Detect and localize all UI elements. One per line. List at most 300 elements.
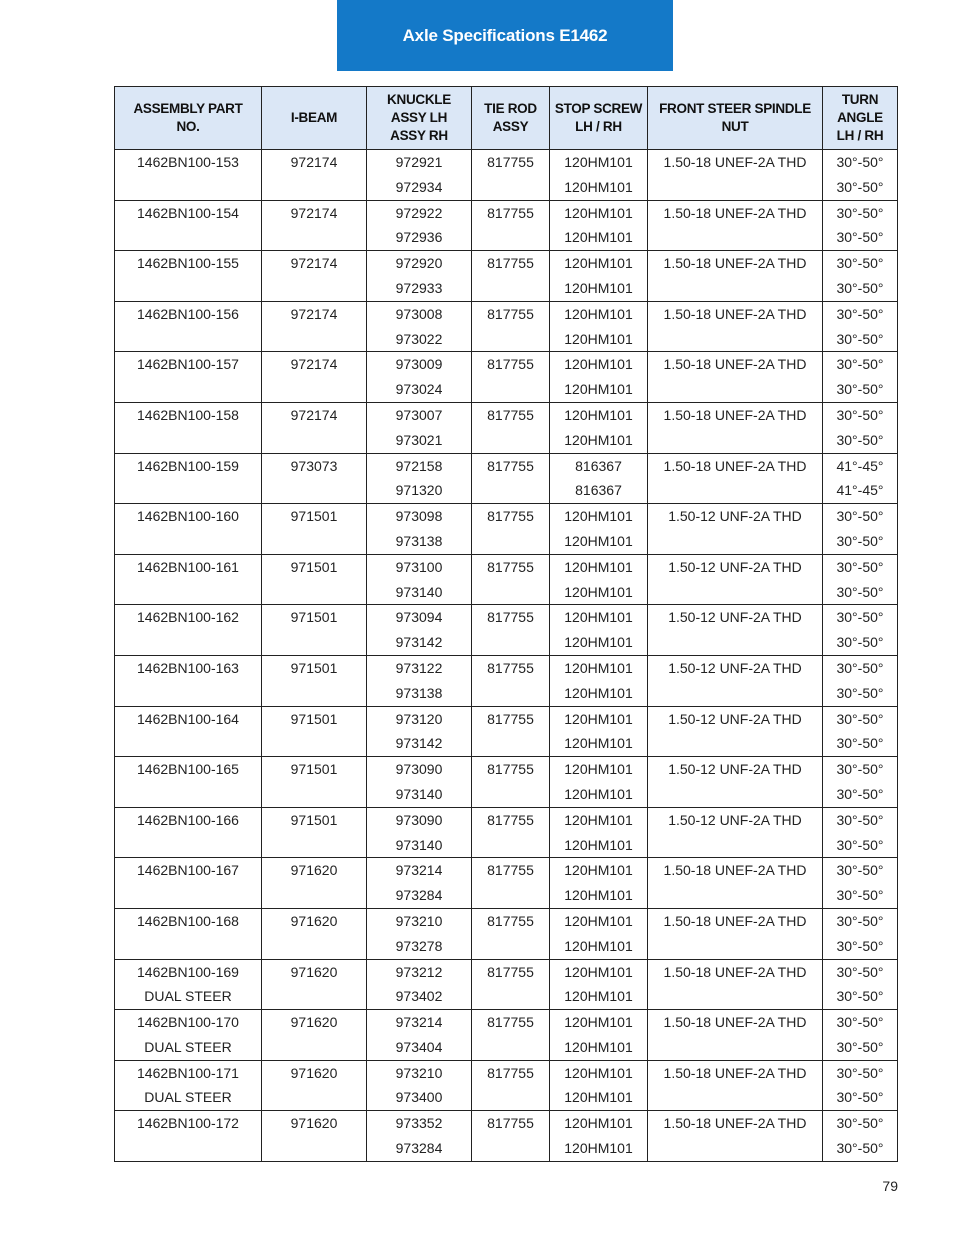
- cell-value: 973073: [290, 457, 338, 474]
- header-knuckle: [367, 87, 472, 150]
- cell-value: 971501: [290, 508, 338, 525]
- cell-tie-rod: [472, 959, 550, 1010]
- cell-tie-rod: [472, 554, 550, 605]
- cell-assembly-part-no: [115, 706, 262, 757]
- header-line: I-BEAM: [290, 110, 338, 125]
- cell-stop-screw: [550, 908, 648, 959]
- cell-line: 1462BN100-165: [137, 761, 239, 778]
- cell-value: 817755: [487, 305, 534, 322]
- cell-value: 971620: [290, 1014, 338, 1031]
- cell-spindle-nut: [648, 1010, 823, 1061]
- cell-value: 1.50-18 UNEF-2A THD: [663, 912, 807, 929]
- cell-line: 973140: [395, 583, 443, 600]
- cell-line: 120HM101: [564, 1140, 633, 1157]
- cell-line: 973352: [395, 1115, 443, 1132]
- cell-line: 120HM101: [564, 154, 633, 170]
- cell-line: 30°-50°: [836, 178, 884, 195]
- cell-value: 971620: [290, 963, 338, 980]
- cell-assembly-part-no: [115, 605, 262, 656]
- cell-line: 973140: [395, 836, 443, 853]
- cell-line: 30°-50°: [836, 583, 884, 600]
- cell-line: 120HM101: [564, 305, 633, 322]
- cell-tie-rod: [472, 200, 550, 251]
- cell-stop-screw: [550, 402, 648, 453]
- cell-i-beam: [262, 1060, 367, 1111]
- cell-line: 816367: [575, 482, 622, 499]
- cell-line: 1462BN100-167: [137, 862, 239, 879]
- header-line: ANGLE: [837, 110, 883, 125]
- cell-line: 30°-50°: [836, 912, 884, 929]
- cell-line: 973008: [395, 305, 443, 322]
- cell-line: 30°-50°: [836, 279, 884, 296]
- cell-stop-screw: [550, 453, 648, 504]
- cell-i-beam: [262, 554, 367, 605]
- cell-assembly-part-no: [115, 453, 262, 504]
- cell-line: 1462BN100-172: [137, 1115, 239, 1132]
- cell-turn-angle: [823, 807, 898, 858]
- cell-value: 971501: [290, 659, 338, 676]
- cell-line: 30°-50°: [836, 1140, 884, 1157]
- page-title: Axle Specifications E1462: [402, 25, 608, 45]
- cell-spindle-nut: [648, 504, 823, 555]
- cell-line: 973120: [395, 710, 443, 727]
- page-title-banner: [337, 0, 673, 71]
- cell-value: 817755: [487, 811, 534, 828]
- cell-value: 972174: [290, 255, 338, 272]
- cell-stop-screw: [550, 504, 648, 555]
- cell-i-beam: [262, 251, 367, 302]
- cell-stop-screw: [550, 655, 648, 706]
- cell-line: 120HM101: [564, 988, 633, 1005]
- table-row: [115, 807, 898, 858]
- cell-line: 973021: [395, 431, 443, 448]
- cell-value: 1.50-18 UNEF-2A THD: [663, 1014, 807, 1031]
- cell-i-beam: [262, 301, 367, 352]
- cell-value: 971501: [290, 811, 338, 828]
- cell-value: 817755: [487, 457, 534, 474]
- cell-line: 120HM101: [564, 229, 633, 246]
- cell-line: 973138: [395, 532, 443, 549]
- cell-line: 30°-50°: [836, 735, 884, 752]
- cell-line: 973284: [395, 1140, 443, 1157]
- table-row: [115, 757, 898, 808]
- cell-turn-angle: [823, 1111, 898, 1162]
- cell-line: 30°-50°: [836, 988, 884, 1005]
- cell-turn-angle: [823, 1010, 898, 1061]
- table-header-row: [115, 87, 898, 150]
- cell-value: 971620: [290, 1064, 338, 1081]
- cell-spindle-nut: [648, 757, 823, 808]
- cell-value: 972174: [290, 406, 338, 423]
- cell-value: 817755: [487, 710, 534, 727]
- cell-line: 120HM101: [564, 508, 633, 525]
- cell-line: DUAL STEER: [144, 988, 232, 1005]
- cell-line: 120HM101: [564, 912, 633, 929]
- cell-assembly-part-no: [115, 402, 262, 453]
- cell-value: 1.50-18 UNEF-2A THD: [663, 255, 807, 272]
- cell-tie-rod: [472, 605, 550, 656]
- cell-turn-angle: [823, 150, 898, 201]
- table-row: [115, 908, 898, 959]
- cell-value: 817755: [487, 912, 534, 929]
- cell-line: 973090: [395, 811, 443, 828]
- cell-line: 973278: [395, 937, 443, 954]
- cell-line: 973214: [395, 862, 443, 879]
- cell-value: 817755: [487, 406, 534, 423]
- table-row: [115, 1060, 898, 1111]
- cell-value: 972174: [290, 204, 338, 221]
- cell-line: 1462BN100-159: [137, 457, 239, 474]
- cell-line: 973094: [395, 609, 443, 626]
- header-spindle-nut: [648, 87, 823, 150]
- cell-assembly-part-no: [115, 554, 262, 605]
- cell-knuckle: [367, 1010, 472, 1061]
- cell-tie-rod: [472, 251, 550, 302]
- cell-tie-rod: [472, 757, 550, 808]
- cell-tie-rod: [472, 453, 550, 504]
- cell-line: 30°-50°: [836, 431, 884, 448]
- cell-line: 30°-50°: [836, 381, 884, 398]
- header-line: ASSEMBLY PART: [133, 101, 243, 116]
- cell-stop-screw: [550, 1010, 648, 1061]
- cell-line: 973400: [395, 1089, 443, 1106]
- cell-line: 120HM101: [564, 684, 633, 701]
- cell-line: 30°-50°: [836, 659, 884, 676]
- cell-line: 120HM101: [564, 583, 633, 600]
- cell-line: 120HM101: [564, 381, 633, 398]
- cell-line: 1462BN100-160: [137, 508, 239, 525]
- cell-i-beam: [262, 655, 367, 706]
- cell-spindle-nut: [648, 706, 823, 757]
- cell-turn-angle: [823, 200, 898, 251]
- header-turn-angle: [823, 87, 898, 150]
- cell-stop-screw: [550, 959, 648, 1010]
- cell-line: 30°-50°: [836, 330, 884, 347]
- cell-line: 1462BN100-157: [137, 356, 239, 373]
- cell-assembly-part-no: [115, 352, 262, 403]
- cell-spindle-nut: [648, 150, 823, 201]
- cell-line: 120HM101: [564, 406, 633, 423]
- cell-value: 1.50-12 UNF-2A THD: [668, 659, 802, 676]
- cell-tie-rod: [472, 807, 550, 858]
- cell-knuckle: [367, 402, 472, 453]
- cell-line: 30°-50°: [836, 634, 884, 651]
- header-line: ASSY: [492, 119, 529, 134]
- cell-assembly-part-no: [115, 908, 262, 959]
- cell-assembly-part-no: [115, 504, 262, 555]
- cell-line: 120HM101: [564, 558, 633, 575]
- cell-spindle-nut: [648, 858, 823, 909]
- cell-tie-rod: [472, 655, 550, 706]
- cell-knuckle: [367, 1060, 472, 1111]
- cell-value: 971620: [290, 862, 338, 879]
- cell-tie-rod: [472, 1060, 550, 1111]
- header-line: NO.: [176, 119, 200, 134]
- cell-line: 120HM101: [564, 659, 633, 676]
- cell-line: 120HM101: [564, 836, 633, 853]
- cell-assembly-part-no: [115, 1111, 262, 1162]
- cell-line: 120HM101: [564, 1089, 633, 1106]
- cell-line: 30°-50°: [836, 836, 884, 853]
- cell-line: 972920: [395, 255, 443, 272]
- cell-value: 817755: [487, 255, 534, 272]
- cell-line: 972158: [395, 457, 443, 474]
- cell-line: 973090: [395, 761, 443, 778]
- header-line: KNUCKLE: [387, 92, 451, 107]
- cell-turn-angle: [823, 959, 898, 1010]
- cell-line: 30°-50°: [836, 356, 884, 373]
- cell-value: 1.50-18 UNEF-2A THD: [663, 1064, 807, 1081]
- header-line: NUT: [721, 119, 749, 134]
- cell-i-beam: [262, 402, 367, 453]
- cell-line: 973210: [395, 1064, 443, 1081]
- cell-line: 1462BN100-155: [137, 255, 239, 272]
- table-row: [115, 605, 898, 656]
- cell-line: 30°-50°: [836, 887, 884, 904]
- cell-line: 41°-45°: [836, 457, 884, 474]
- cell-value: 1.50-18 UNEF-2A THD: [663, 457, 807, 474]
- cell-assembly-part-no: [115, 200, 262, 251]
- cell-stop-screw: [550, 301, 648, 352]
- cell-value: 817755: [487, 761, 534, 778]
- cell-knuckle: [367, 959, 472, 1010]
- cell-line: 972921: [395, 154, 443, 170]
- cell-line: 30°-50°: [836, 1014, 884, 1031]
- cell-spindle-nut: [648, 554, 823, 605]
- cell-assembly-part-no: [115, 150, 262, 201]
- table-body: [115, 150, 898, 1162]
- cell-value: 817755: [487, 609, 534, 626]
- cell-line: 973007: [395, 406, 443, 423]
- cell-knuckle: [367, 757, 472, 808]
- cell-stop-screw: [550, 1060, 648, 1111]
- cell-stop-screw: [550, 706, 648, 757]
- cell-line: 1462BN100-158: [137, 406, 239, 423]
- cell-turn-angle: [823, 352, 898, 403]
- cell-line: 120HM101: [564, 431, 633, 448]
- cell-line: 973022: [395, 330, 443, 347]
- cell-line: 1462BN100-161: [137, 558, 239, 575]
- cell-value: 1.50-12 UNF-2A THD: [668, 609, 802, 626]
- cell-value: 817755: [487, 204, 534, 221]
- cell-line: 30°-50°: [836, 963, 884, 980]
- cell-spindle-nut: [648, 908, 823, 959]
- table-row: [115, 301, 898, 352]
- cell-line: 973009: [395, 356, 443, 373]
- cell-line: 120HM101: [564, 887, 633, 904]
- cell-line: 120HM101: [564, 963, 633, 980]
- cell-line: 120HM101: [564, 1038, 633, 1055]
- cell-i-beam: [262, 605, 367, 656]
- cell-line: 30°-50°: [836, 204, 884, 221]
- cell-spindle-nut: [648, 200, 823, 251]
- cell-i-beam: [262, 807, 367, 858]
- cell-assembly-part-no: [115, 1060, 262, 1111]
- cell-value: 1.50-18 UNEF-2A THD: [663, 406, 807, 423]
- cell-line: 973100: [395, 558, 443, 575]
- cell-line: 120HM101: [564, 937, 633, 954]
- cell-line: 972936: [395, 229, 443, 246]
- cell-line: 816367: [575, 457, 622, 474]
- cell-value: 971501: [290, 710, 338, 727]
- table-row: [115, 706, 898, 757]
- cell-spindle-nut: [648, 301, 823, 352]
- cell-line: 30°-50°: [836, 255, 884, 272]
- header-line: ASSY LH: [390, 110, 448, 125]
- cell-line: 30°-50°: [836, 785, 884, 802]
- cell-turn-angle: [823, 554, 898, 605]
- cell-i-beam: [262, 200, 367, 251]
- cell-value: 972174: [290, 356, 338, 373]
- cell-line: 973214: [395, 1014, 443, 1031]
- cell-turn-angle: [823, 301, 898, 352]
- cell-line: 30°-50°: [836, 710, 884, 727]
- cell-tie-rod: [472, 150, 550, 201]
- cell-line: 30°-50°: [836, 1064, 884, 1081]
- cell-line: 120HM101: [564, 609, 633, 626]
- cell-line: 120HM101: [564, 204, 633, 221]
- cell-line: 30°-50°: [836, 406, 884, 423]
- cell-value: 1.50-18 UNEF-2A THD: [663, 305, 807, 322]
- cell-value: 971501: [290, 609, 338, 626]
- cell-knuckle: [367, 554, 472, 605]
- cell-line: 1462BN100-171: [137, 1064, 239, 1081]
- cell-line: 120HM101: [564, 255, 633, 272]
- cell-line: DUAL STEER: [144, 1038, 232, 1055]
- cell-line: 120HM101: [564, 532, 633, 549]
- cell-line: 120HM101: [564, 1064, 633, 1081]
- cell-value: 1.50-12 UNF-2A THD: [668, 811, 802, 828]
- cell-tie-rod: [472, 1111, 550, 1162]
- cell-value: 971620: [290, 1115, 338, 1132]
- cell-stop-screw: [550, 150, 648, 201]
- cell-line: 30°-50°: [836, 937, 884, 954]
- cell-line: 120HM101: [564, 279, 633, 296]
- page-number: 79: [882, 1178, 898, 1194]
- cell-line: 30°-50°: [836, 1038, 884, 1055]
- cell-turn-angle: [823, 504, 898, 555]
- cell-line: 973210: [395, 912, 443, 929]
- cell-value: 1.50-18 UNEF-2A THD: [663, 1115, 807, 1132]
- cell-stop-screw: [550, 251, 648, 302]
- cell-line: 973284: [395, 887, 443, 904]
- cell-line: DUAL STEER: [144, 1089, 232, 1106]
- cell-spindle-nut: [648, 1060, 823, 1111]
- table-row: [115, 858, 898, 909]
- cell-line: 30°-50°: [836, 305, 884, 322]
- cell-tie-rod: [472, 706, 550, 757]
- cell-stop-screw: [550, 200, 648, 251]
- cell-line: 30°-50°: [836, 1089, 884, 1106]
- cell-value: 1.50-12 UNF-2A THD: [668, 508, 802, 525]
- cell-line: 120HM101: [564, 811, 633, 828]
- table-row: [115, 504, 898, 555]
- cell-i-beam: [262, 959, 367, 1010]
- header-line: STOP SCREW: [554, 101, 643, 116]
- cell-turn-angle: [823, 1060, 898, 1111]
- cell-assembly-part-no: [115, 301, 262, 352]
- cell-value: 1.50-18 UNEF-2A THD: [663, 963, 807, 980]
- table-row: [115, 402, 898, 453]
- table-row: [115, 200, 898, 251]
- cell-spindle-nut: [648, 655, 823, 706]
- cell-value: 817755: [487, 558, 534, 575]
- cell-stop-screw: [550, 858, 648, 909]
- cell-i-beam: [262, 1010, 367, 1061]
- cell-line: 30°-50°: [836, 558, 884, 575]
- cell-line: 120HM101: [564, 356, 633, 373]
- cell-value: 817755: [487, 356, 534, 373]
- cell-value: 1.50-18 UNEF-2A THD: [663, 154, 807, 170]
- cell-value: 971501: [290, 558, 338, 575]
- cell-turn-angle: [823, 858, 898, 909]
- cell-knuckle: [367, 605, 472, 656]
- table-row: [115, 554, 898, 605]
- cell-knuckle: [367, 908, 472, 959]
- cell-line: 30°-50°: [836, 229, 884, 246]
- cell-line: 973024: [395, 381, 443, 398]
- cell-line: 1462BN100-156: [137, 305, 239, 322]
- cell-i-beam: [262, 1111, 367, 1162]
- cell-knuckle: [367, 200, 472, 251]
- cell-line: 120HM101: [564, 862, 633, 879]
- header-i-beam: [262, 87, 367, 150]
- cell-line: 971320: [395, 482, 443, 499]
- table-row: [115, 352, 898, 403]
- cell-spindle-nut: [648, 402, 823, 453]
- header-assembly-part-no: [115, 87, 262, 150]
- cell-turn-angle: [823, 251, 898, 302]
- cell-i-beam: [262, 757, 367, 808]
- cell-line: 30°-50°: [836, 862, 884, 879]
- cell-line: 972933: [395, 279, 443, 296]
- cell-tie-rod: [472, 908, 550, 959]
- cell-knuckle: [367, 807, 472, 858]
- cell-spindle-nut: [648, 959, 823, 1010]
- cell-line: 120HM101: [564, 1014, 633, 1031]
- header-line: ASSY RH: [390, 128, 448, 143]
- cell-tie-rod: [472, 504, 550, 555]
- cell-line: 30°-50°: [836, 684, 884, 701]
- cell-i-beam: [262, 908, 367, 959]
- cell-stop-screw: [550, 605, 648, 656]
- cell-knuckle: [367, 504, 472, 555]
- cell-value: 1.50-18 UNEF-2A THD: [663, 356, 807, 373]
- cell-line: 120HM101: [564, 761, 633, 778]
- cell-tie-rod: [472, 352, 550, 403]
- cell-i-beam: [262, 706, 367, 757]
- cell-line: 120HM101: [564, 330, 633, 347]
- cell-stop-screw: [550, 352, 648, 403]
- cell-line: 973212: [395, 963, 443, 980]
- cell-spindle-nut: [648, 352, 823, 403]
- cell-value: 1.50-18 UNEF-2A THD: [663, 862, 807, 879]
- cell-line: 1462BN100-163: [137, 659, 239, 676]
- cell-turn-angle: [823, 453, 898, 504]
- cell-assembly-part-no: [115, 858, 262, 909]
- cell-line: 972934: [395, 178, 443, 195]
- header-line: LH / RH: [836, 128, 884, 143]
- cell-line: 973404: [395, 1038, 443, 1055]
- cell-line: 1462BN100-170: [137, 1014, 239, 1031]
- cell-turn-angle: [823, 908, 898, 959]
- cell-line: 1462BN100-169: [137, 963, 239, 980]
- cell-line: 30°-50°: [836, 609, 884, 626]
- cell-value: 972174: [290, 154, 338, 170]
- cell-line: 1462BN100-166: [137, 811, 239, 828]
- table-row: [115, 251, 898, 302]
- table-row: [115, 1010, 898, 1061]
